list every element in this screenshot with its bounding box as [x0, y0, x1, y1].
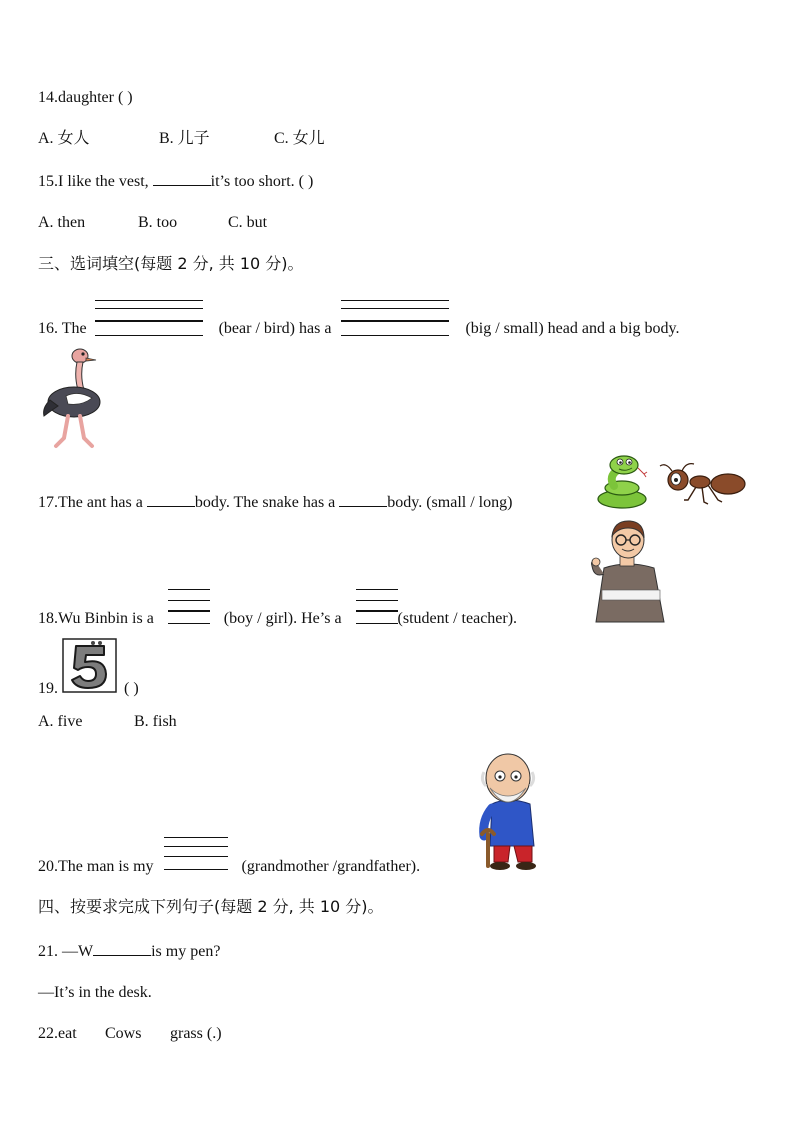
q15-text-after: it’s too short. ( ) — [210, 173, 314, 190]
q16-text-1: 16. The — [38, 320, 87, 337]
q17-blank-1[interactable] — [147, 492, 195, 507]
q15-stem — [38, 171, 313, 192]
q21-text-before: 21. —W — [38, 943, 94, 960]
q18-writing-lines-1[interactable] — [168, 613, 210, 627]
q18-text-3: (student / teacher). — [397, 610, 518, 627]
q20-stem — [38, 857, 420, 877]
section-4-heading: 四、按要求完成下列句子(每题 2 分, 共 10 分)。 — [38, 897, 384, 916]
q15-option-b[interactable]: B. too — [138, 214, 178, 231]
q14-option-a[interactable]: A. 女人 — [38, 130, 90, 147]
q16-text-3: (big / small) head and a big body. — [465, 320, 680, 337]
q19-stem — [38, 679, 58, 699]
q21-stem — [38, 941, 220, 962]
q22-word-3: grass (.) — [170, 1025, 222, 1042]
q15-text-before: 15.I like the vest, — [38, 173, 153, 190]
q14-stem: 14.daughter ( ) — [38, 89, 133, 106]
q17-text-2: body. The snake has a — [194, 494, 340, 511]
q22-word-1: 22.eat — [38, 1025, 77, 1042]
q18-writing-lines-2[interactable] — [356, 613, 398, 627]
grandfather-picture — [468, 750, 548, 872]
q22-stem — [38, 1024, 222, 1044]
q21-blank[interactable] — [93, 941, 151, 956]
q21-answer-line: —It’s in the desk. — [38, 984, 152, 1001]
q14-option-c[interactable]: C. 女儿 — [274, 130, 325, 147]
q18-stem — [38, 609, 517, 629]
q15-blank[interactable] — [153, 171, 211, 186]
ostrich-picture — [38, 346, 108, 450]
q17-blank-2[interactable] — [339, 492, 387, 507]
snake-picture — [594, 452, 650, 510]
q16-writing-lines-2[interactable] — [341, 323, 449, 337]
q20-writing-lines[interactable] — [164, 861, 228, 875]
q16-text-2: (bear / bird) has a — [218, 320, 332, 337]
q16-writing-lines-1[interactable] — [95, 323, 203, 337]
q20-text-2: (grandmother /grandfather). — [241, 858, 421, 875]
q18-text-2: (boy / girl). He’s a — [223, 610, 342, 627]
section-3-heading: 三、选词填空(每题 2 分, 共 10 分)。 — [38, 254, 304, 273]
q15-options — [38, 213, 267, 233]
q17-stem — [38, 492, 512, 513]
q17-text-1: 17.The ant has a — [38, 494, 147, 511]
q14-options — [38, 129, 325, 149]
q19-answer-paren: ( ) — [124, 680, 139, 697]
q19-option-b[interactable]: B. fish — [134, 713, 177, 730]
q16-stem — [38, 319, 679, 339]
boy-with-glasses-picture — [584, 518, 672, 624]
q17-text-3: body. (small / long) — [387, 494, 513, 511]
q20-text-1: 20.The man is my — [38, 858, 154, 875]
ant-picture — [656, 460, 748, 508]
q19-option-a[interactable]: A. five — [38, 713, 83, 730]
q19-options — [38, 712, 177, 732]
q18-text-1: 18.Wu Binbin is a — [38, 610, 154, 627]
q21-text-after: is my pen? — [151, 943, 221, 960]
q22-word-2: Cows — [105, 1025, 142, 1042]
q14-option-b[interactable]: B. 儿子 — [159, 130, 210, 147]
number-five-picture — [62, 638, 117, 693]
q19-number: 19. — [38, 680, 58, 697]
q15-option-c[interactable]: C. but — [228, 214, 268, 231]
q15-option-a[interactable]: A. then — [38, 214, 86, 231]
